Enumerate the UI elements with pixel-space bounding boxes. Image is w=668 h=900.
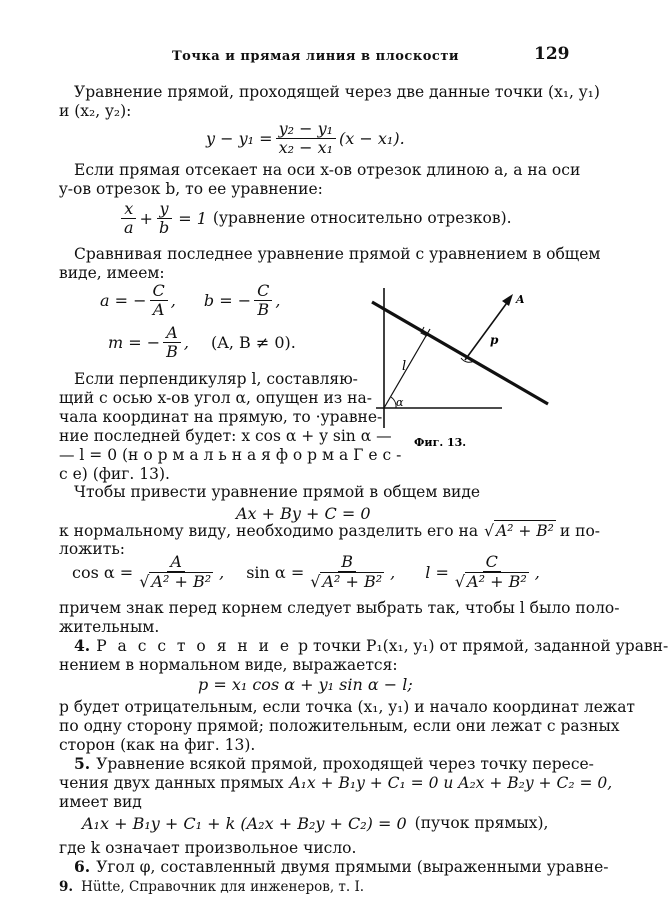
equation-direction-cosines xyxy=(72,550,540,594)
eq-denominator: b xyxy=(158,217,170,237)
text-line: с е) (фиг. 13). xyxy=(59,465,170,483)
eq-fraction xyxy=(150,282,168,319)
label-alpha: α xyxy=(396,396,404,409)
eq-plus: + xyxy=(139,208,153,228)
footer-number: 9. xyxy=(59,879,74,895)
eq-lhs: m = − xyxy=(108,332,161,352)
text-line: y-ов отрезок b, то ее уравнение: xyxy=(59,180,323,198)
eq-sep: , xyxy=(183,332,190,352)
eq-fraction xyxy=(136,553,216,591)
text-line: по одну сторону прямой; положительным, если они лежат с разных xyxy=(59,717,620,735)
equation-slope xyxy=(108,322,296,362)
text-line: p будет отрицательным, если точка (x₁, y₁) и начало координат лежат xyxy=(59,698,636,716)
label-A: A xyxy=(516,293,525,306)
text-line xyxy=(59,520,600,541)
eq-fraction xyxy=(156,200,172,237)
eq-denominator: √ A² + B² xyxy=(139,572,212,591)
perpendicular-l xyxy=(384,329,430,408)
eq-sep: , xyxy=(219,562,225,582)
eq-denominator: A xyxy=(152,299,165,319)
text-line: причем знак перед корнем следует выбрать так, чтобы l было поло- xyxy=(59,599,620,617)
text-fragment: к нормальному виду, необходимо разделить его на xyxy=(59,522,479,540)
section-6-heading xyxy=(74,857,609,877)
eq-note: (пучок прямых), xyxy=(414,814,549,832)
eq-fraction xyxy=(254,282,272,319)
text-line: ние последней будет: x cos α + y sin α — xyxy=(59,427,392,445)
eq-sep: , xyxy=(170,290,176,310)
footer-text: Hütte, Справочник для инженеров, т. I. xyxy=(81,879,365,895)
eq-denominator: a xyxy=(124,217,134,237)
eq-numerator: x xyxy=(121,200,136,219)
eq-denominator: B xyxy=(257,299,270,319)
text-line: виде, имеем: xyxy=(59,264,165,282)
eq-lhs: b = − xyxy=(203,290,252,310)
eq-lhs: cos α = xyxy=(72,562,134,582)
eq-rhs: = 1 xyxy=(178,208,207,228)
sqrt-body: A² + B² xyxy=(322,572,383,591)
inline-equation: A₁x + B₁y + C₁ = 0 и A₂x + B₂y + C₂ = 0, xyxy=(289,774,613,792)
eq-lhs: a = − xyxy=(100,290,147,310)
section-title: Р а с с т о я н и е xyxy=(96,637,293,655)
eq-numerator: C xyxy=(254,282,272,301)
eq-lhs: l = xyxy=(425,562,449,582)
given-line xyxy=(372,302,548,404)
text-line: Уравнение прямой, проходящей через две данные точки (x₁, y₁) xyxy=(74,83,600,101)
text-fragment: Угол φ, составленный двумя прямыми (выраженными уравне- xyxy=(96,858,609,876)
eq-sep: , xyxy=(534,562,540,582)
eq-fraction xyxy=(452,553,532,591)
equation-pencil xyxy=(82,814,548,833)
eq-numerator: A xyxy=(163,324,181,343)
eq-sep: , xyxy=(275,290,281,310)
eq-numerator: C xyxy=(150,282,168,301)
eq-denominator: B xyxy=(166,341,178,361)
text-line: ложить: xyxy=(59,540,126,558)
equation-general: Ax + By + C = 0 xyxy=(236,504,371,523)
sqrt-body: A² + B² xyxy=(496,522,554,540)
text-line: нением в нормальном виде, выражается: xyxy=(59,656,398,674)
distance-segment xyxy=(465,300,509,360)
text-line: Если прямая отсекает на оси x-ов отрезок длиною a, а на оси xyxy=(74,161,581,179)
eq-lhs: y − y₁ = xyxy=(206,128,273,148)
section-5-heading xyxy=(74,754,594,774)
running-header: Точка и прямая линия в плоскости xyxy=(172,49,460,64)
text-line: чала координат на прямую, то ·уравне- xyxy=(59,408,383,426)
equation-coefficients-ab xyxy=(100,280,280,320)
section-number: 6. xyxy=(74,857,91,876)
equation-distance: p = x₁ cos α + y₁ sin α − l; xyxy=(198,675,413,694)
eq-denominator: x₂ − x₁ xyxy=(278,137,334,157)
text-fragment: чения двух данных прямых xyxy=(59,774,284,792)
section-4-heading xyxy=(74,636,668,656)
eq-rhs: (x − x₁). xyxy=(339,128,405,148)
page-footer xyxy=(59,879,364,895)
eq-fraction xyxy=(121,200,137,237)
eq-numerator: y xyxy=(157,200,172,219)
eq-numerator: C xyxy=(483,553,501,572)
text-line: где k означает произвольное число. xyxy=(59,839,357,857)
text-line: Если перпендикуляр l, составляю- xyxy=(74,370,358,388)
figure-caption: Фиг. 13. xyxy=(414,436,467,449)
text-fragment: p точки P₁(x₁, y₁) от прямой, заданной уравн- xyxy=(298,637,668,655)
text-line: сторон (как на фиг. 13). xyxy=(59,736,256,754)
section-number: 5. xyxy=(74,754,91,773)
text-line: Сравнивая последнее уравнение прямой с уравнением в общем xyxy=(74,245,601,263)
equation-two-point xyxy=(206,118,405,158)
text-line: жительным. xyxy=(59,618,160,636)
eq-denominator: √ A² + B² xyxy=(310,572,383,591)
eq-sep: , xyxy=(390,562,396,582)
text-line: щий с осью x-ов угол α, опущен из на- xyxy=(59,389,372,407)
sqrt-expression: √ A² + B² xyxy=(484,522,554,540)
text-fragment: и по- xyxy=(559,522,601,540)
sqrt-body: A² + B² xyxy=(151,572,212,591)
text-line: и (x₂, y₂): xyxy=(59,102,132,120)
text-line xyxy=(59,773,612,793)
text-fragment: Уравнение всякой прямой, проходящей через точку пересе- xyxy=(96,755,594,773)
label-l: l xyxy=(402,359,407,374)
eq-note: (уравнение относительно отрезков). xyxy=(212,209,512,227)
label-p: p xyxy=(490,333,499,347)
eq-body: A₁x + B₁y + C₁ + k (A₂x + B₂y + C₂) = 0 xyxy=(82,814,407,833)
eq-denominator: √ A² + B² xyxy=(454,572,527,591)
page-number: 129 xyxy=(534,44,570,64)
eq-fraction xyxy=(307,553,387,591)
text-line: имеет вид xyxy=(59,793,142,811)
eq-numerator: B xyxy=(338,553,356,572)
eq-condition: (A, B ≠ 0). xyxy=(211,332,296,352)
eq-fraction xyxy=(163,324,181,361)
eq-numerator: A xyxy=(167,553,185,572)
sqrt-body: A² + B² xyxy=(467,572,527,591)
equation-intercept xyxy=(118,198,512,238)
eq-lhs: sin α = xyxy=(246,562,305,582)
text-line: Чтобы привести уравнение прямой в общем виде xyxy=(74,483,481,501)
point-arrow xyxy=(502,294,513,306)
text-line: — l = 0 (н о р м а л ь н а я ф о р м а Г е с - xyxy=(59,446,402,464)
figure-13 xyxy=(370,282,570,452)
section-number: 4. xyxy=(74,636,91,655)
eq-fraction xyxy=(276,120,336,157)
eq-numerator: y₂ − y₁ xyxy=(276,120,336,139)
